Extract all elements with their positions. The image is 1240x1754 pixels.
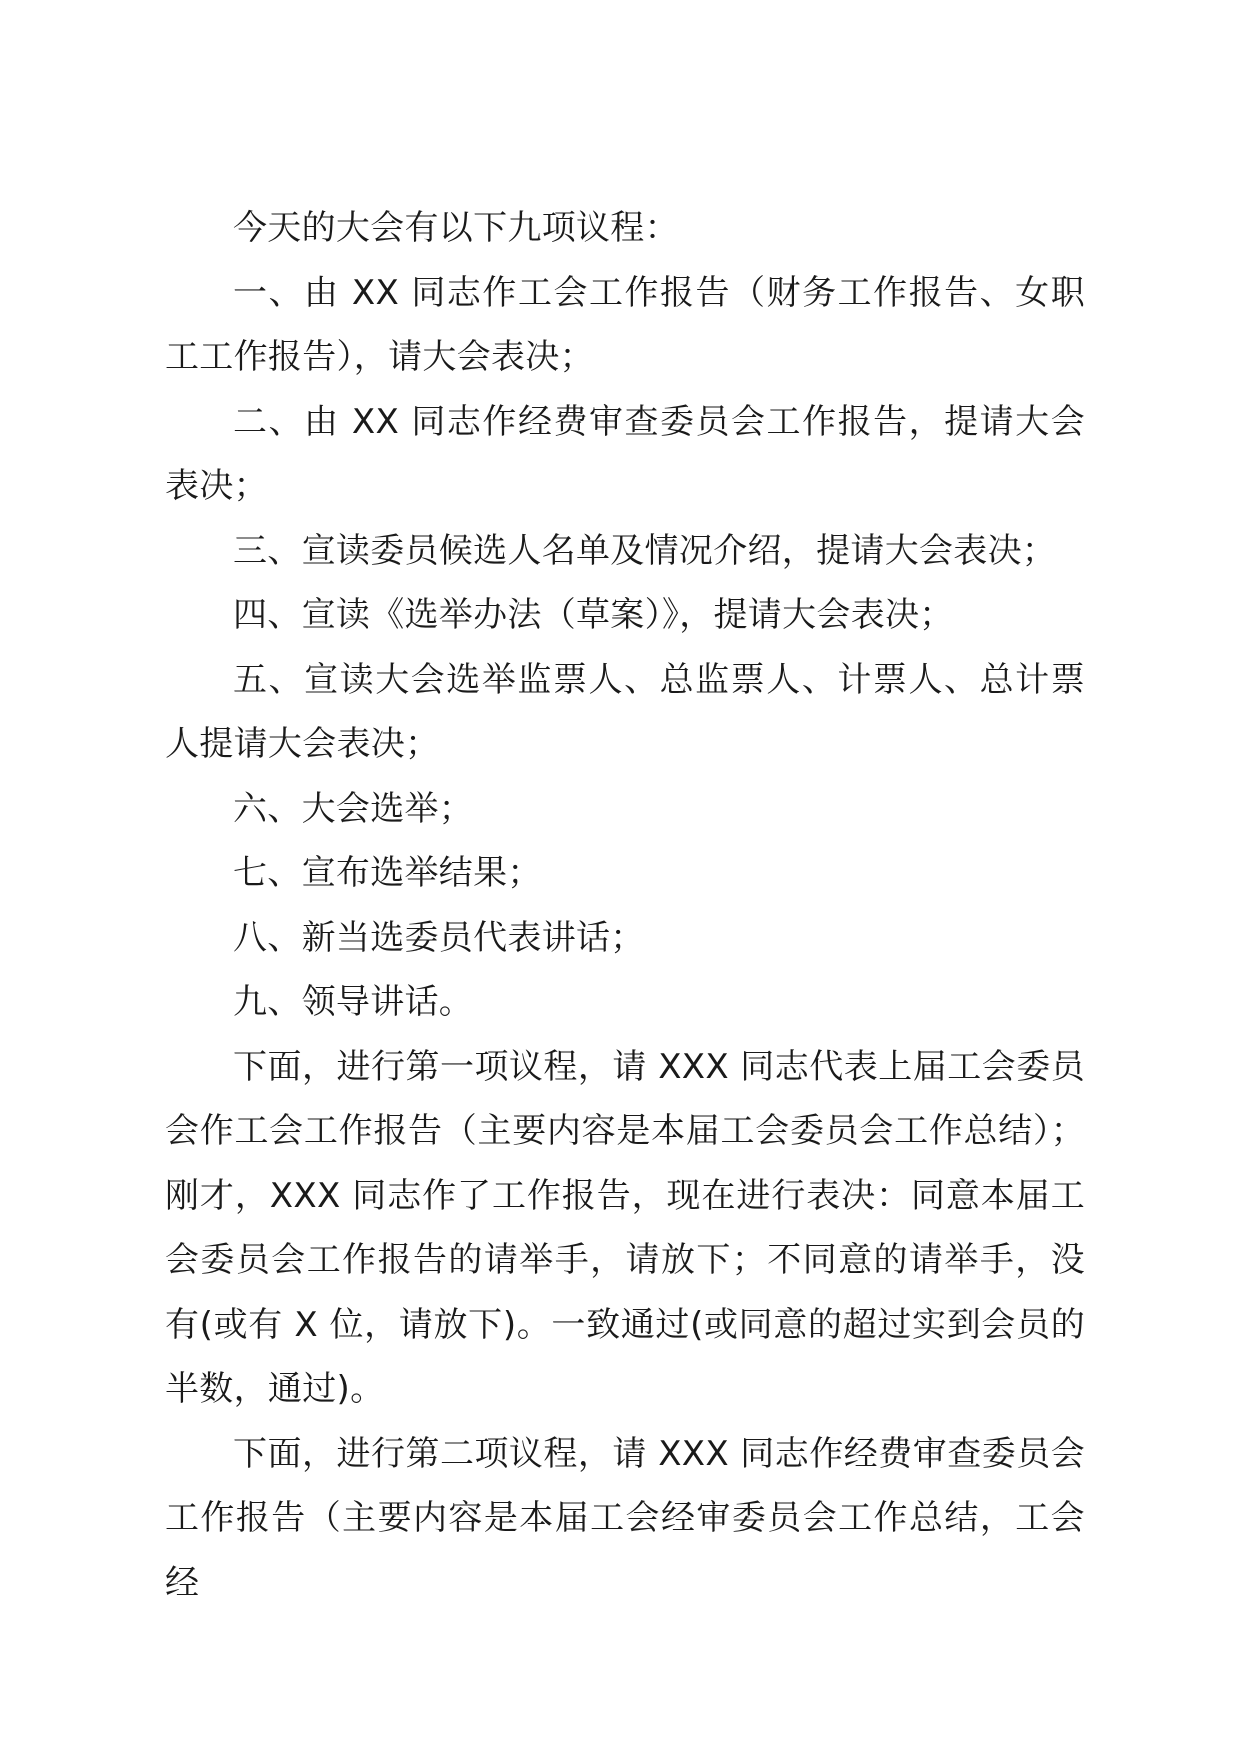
agenda-item-1: 一、由 XX 同志作工会工作报告（财务工作报告、女职工工作报告），请大会表决；	[165, 272, 1085, 377]
agenda-item-8: 八、新当选委员代表讲话；	[233, 917, 645, 958]
second-agenda-procedure: 下面，进行第二项议程，请 XXX 同志作经费审查委员会工作报告（主要内容是本届工会经审委员会工作总结，工会经	[165, 1433, 1085, 1603]
agenda-item-5: 五、宣读大会选举监票人、总监票人、计票人、总计票人提请大会表决；	[165, 659, 1085, 764]
document-body	[165, 196, 1085, 1615]
first-agenda-procedure: 下面，进行第一项议程，请 XXX 同志代表上届工会委员会作工会工作报告（主要内容是本届工会委员会工作总结）；刚才，XXX 同志作了工作报告，现在进行表决：同意本届工会委员会工作报告的请举手，请放下；不同意的请举手，没有(或有 X 位，请放下)。一致通过(或同意的超过实到会员的半数，通过)。	[165, 1046, 1085, 1409]
agenda-item-2: 二、由 XX 同志作经费审查委员会工作报告，提请大会表决；	[165, 401, 1085, 506]
agenda-item-9: 九、领导讲话。	[233, 982, 474, 1022]
agenda-item-4: 四、宣读《选举办法（草案）》，提请大会表决；	[233, 595, 954, 635]
agenda-item-6: 六、大会选举；	[233, 788, 474, 829]
agenda-item-7: 七、宣布选举结果；	[233, 853, 542, 893]
agenda-intro: 今天的大会有以下九项议程：	[233, 208, 679, 248]
agenda-item-3: 三、宣读委员候选人名单及情况介绍，提请大会表决；	[233, 530, 1057, 571]
